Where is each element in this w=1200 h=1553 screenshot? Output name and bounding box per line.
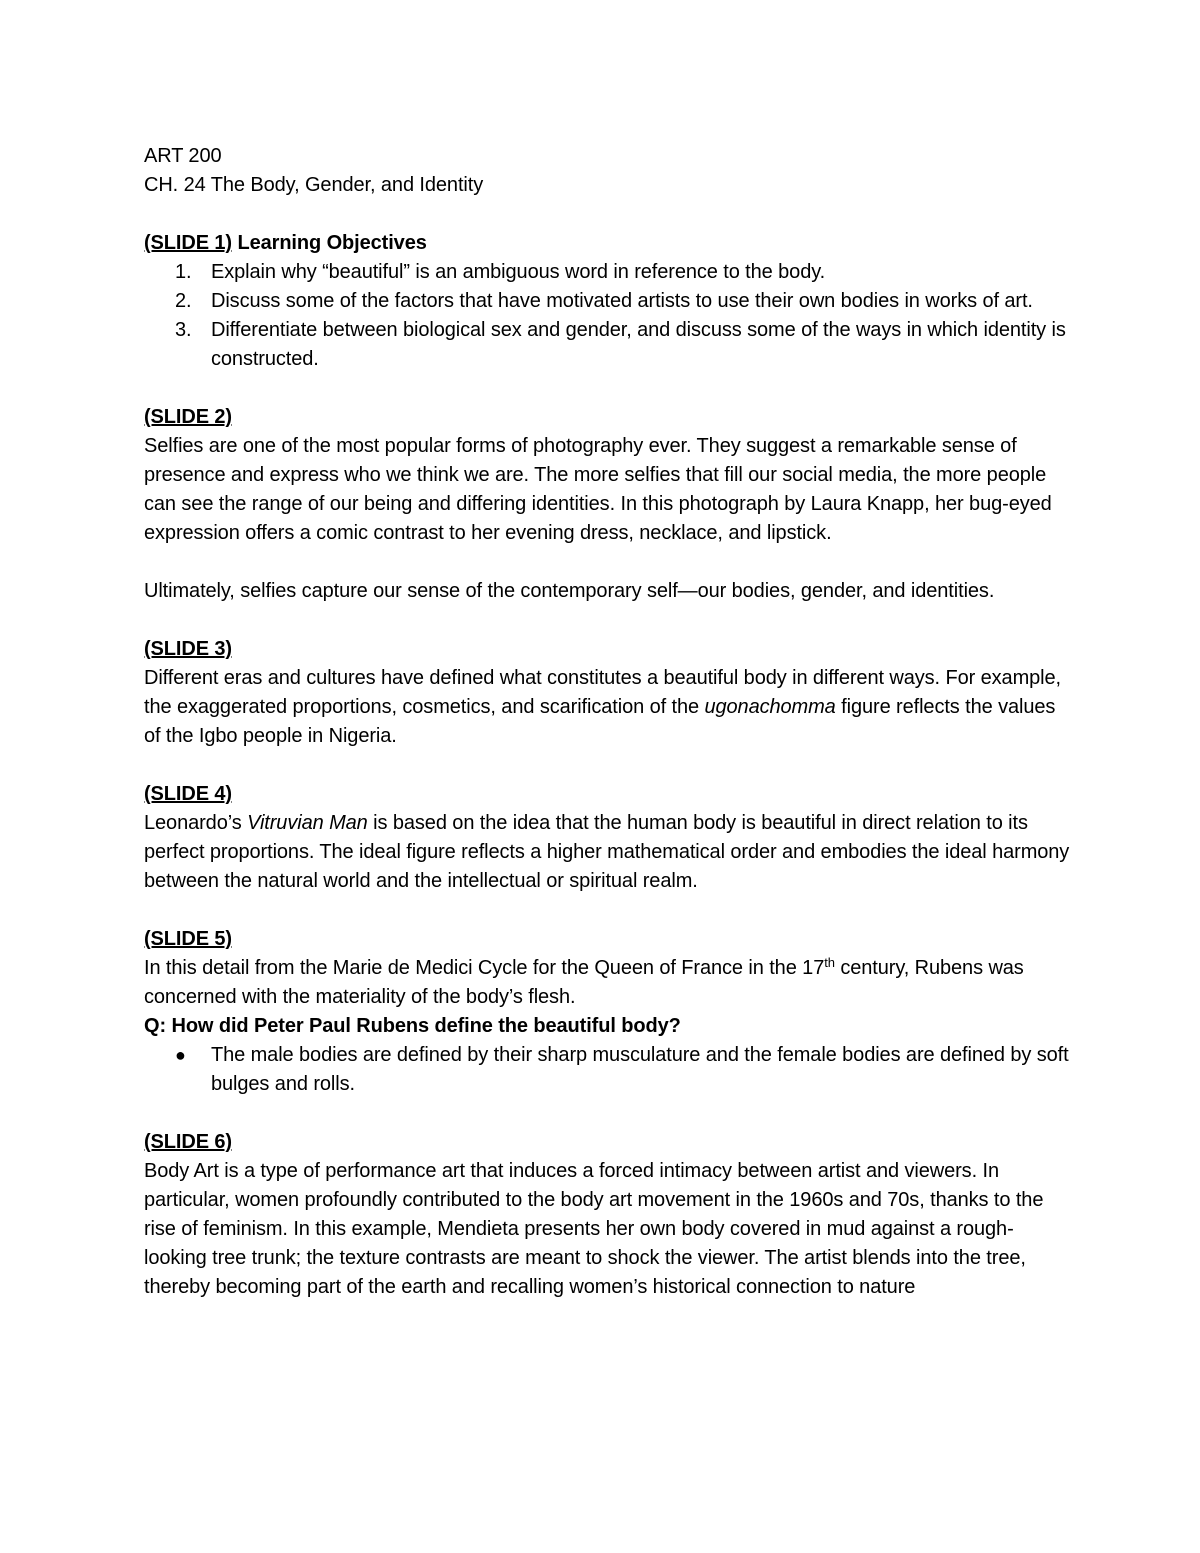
objective-number: 1. <box>175 261 192 283</box>
slide-3-paragraph <box>144 664 1074 751</box>
objective-text: Explain why “beautiful” is an ambiguous word in reference to the body. <box>211 261 826 283</box>
slide-4-text-end: is based on the idea that the human body is beautiful in direct relation to its perfect proportions. The ideal figure reflects a higher mathematical order and embodies the ideal harmony between the natural world and the intellectual or spiritual realm. <box>144 812 1070 892</box>
slide-1-tag: (SLIDE 1) <box>144 232 232 254</box>
objective-number: 2. <box>175 290 192 312</box>
document-body <box>144 142 1074 1302</box>
slide-2-section <box>144 403 1074 606</box>
objective-item <box>144 316 1074 374</box>
slide-5-text-start: In this detail from the Marie de Medici Cycle for the Queen of France in the 17 <box>144 957 825 979</box>
slide-1-heading <box>144 229 1074 258</box>
objective-number: 3. <box>175 319 192 341</box>
artwork-title-vitruvian-man: Vitruvian Man <box>247 812 368 834</box>
slide-2-paragraph-1: Selfies are one of the most popular forms of photography ever. They suggest a remarkable sense of presence and express who we think we are. The more selfies that fill our social media, the more people can see the range of our being and differing identities. In this photograph by Laura Knapp, her bug-eyed expression offers a comic contrast to her evening dress, necklace, and lipstick. <box>144 435 1052 544</box>
objective-text: Differentiate between biological sex and gender, and discuss some of the ways in which identity is constructed. <box>211 319 1066 370</box>
slide-1-title: Learning Objectives <box>237 232 427 254</box>
chapter-title: CH. 24 The Body, Gender, and Identity <box>144 174 484 196</box>
slide-4-text-start: Leonardo’s <box>144 812 248 834</box>
learning-objectives-list <box>144 258 1074 374</box>
ordinal-superscript: th <box>824 955 835 970</box>
slide-5-answer-list <box>144 1041 1074 1099</box>
slide-6-paragraph: Body Art is a type of performance art that induces a forced intimacy between artist and viewers. In particular, women profoundly contributed to the body art movement in the 1960s and 70s, thanks to the rise of feminism. In this example, Mendieta presents her own body covered in mud against a rough-looking tree trunk; the texture contrasts are meant to shock the viewer. The artist blends into the tree, thereby becoming part of the earth and recalling women’s historical connection to nature <box>144 1160 1044 1298</box>
slide-2-paragraph-2: Ultimately, selfies capture our sense of the contemporary self—our bodies, gender, and identities. <box>144 580 995 602</box>
slide-3-tag: (SLIDE 3) <box>144 638 232 660</box>
slide-5-paragraph <box>144 954 1074 1012</box>
slide-5-question: Q: How did Peter Paul Rubens define the beautiful body? <box>144 1015 681 1037</box>
slide-3-text-start: Different eras and cultures have defined what constitutes a beautiful body in different ways. For example, the exaggerated proportions, cosmetics, and scarification of the <box>144 667 1061 718</box>
slide-5-section <box>144 925 1074 1099</box>
slide-6-tag: (SLIDE 6) <box>144 1131 232 1153</box>
spacer <box>144 751 1074 780</box>
slide-4-section <box>144 780 1074 896</box>
artwork-title-ugonachomma: ugonachomma <box>704 696 836 718</box>
answer-text: The male bodies are defined by their sharp musculature and the female bodies are defined by soft bulges and rolls. <box>211 1044 1069 1095</box>
objective-item <box>144 287 1074 316</box>
spacer <box>144 200 1074 229</box>
spacer <box>144 1099 1074 1128</box>
slide-6-section <box>144 1128 1074 1302</box>
objective-item <box>144 258 1074 287</box>
slide-5-text-end: century, Rubens was concerned with the materiality of the body’s flesh. <box>144 957 1024 1008</box>
slide-1-section <box>144 229 1074 374</box>
slide-3-section <box>144 635 1074 751</box>
slide-2-tag: (SLIDE 2) <box>144 406 232 428</box>
slide-4-paragraph <box>144 809 1074 896</box>
spacer <box>144 896 1074 925</box>
slide-4-tag: (SLIDE 4) <box>144 783 232 805</box>
spacer <box>144 548 1074 577</box>
slide-3-text-end: figure reflects the values of the Igbo people in Nigeria. <box>144 696 1056 747</box>
spacer <box>144 374 1074 403</box>
course-title: ART 200 <box>144 145 222 167</box>
bullet-icon: ● <box>175 1045 186 1065</box>
answer-item <box>144 1041 1074 1099</box>
spacer <box>144 606 1074 635</box>
slide-5-tag: (SLIDE 5) <box>144 928 232 950</box>
objective-text: Discuss some of the factors that have motivated artists to use their own bodies in works of art. <box>211 290 1033 312</box>
